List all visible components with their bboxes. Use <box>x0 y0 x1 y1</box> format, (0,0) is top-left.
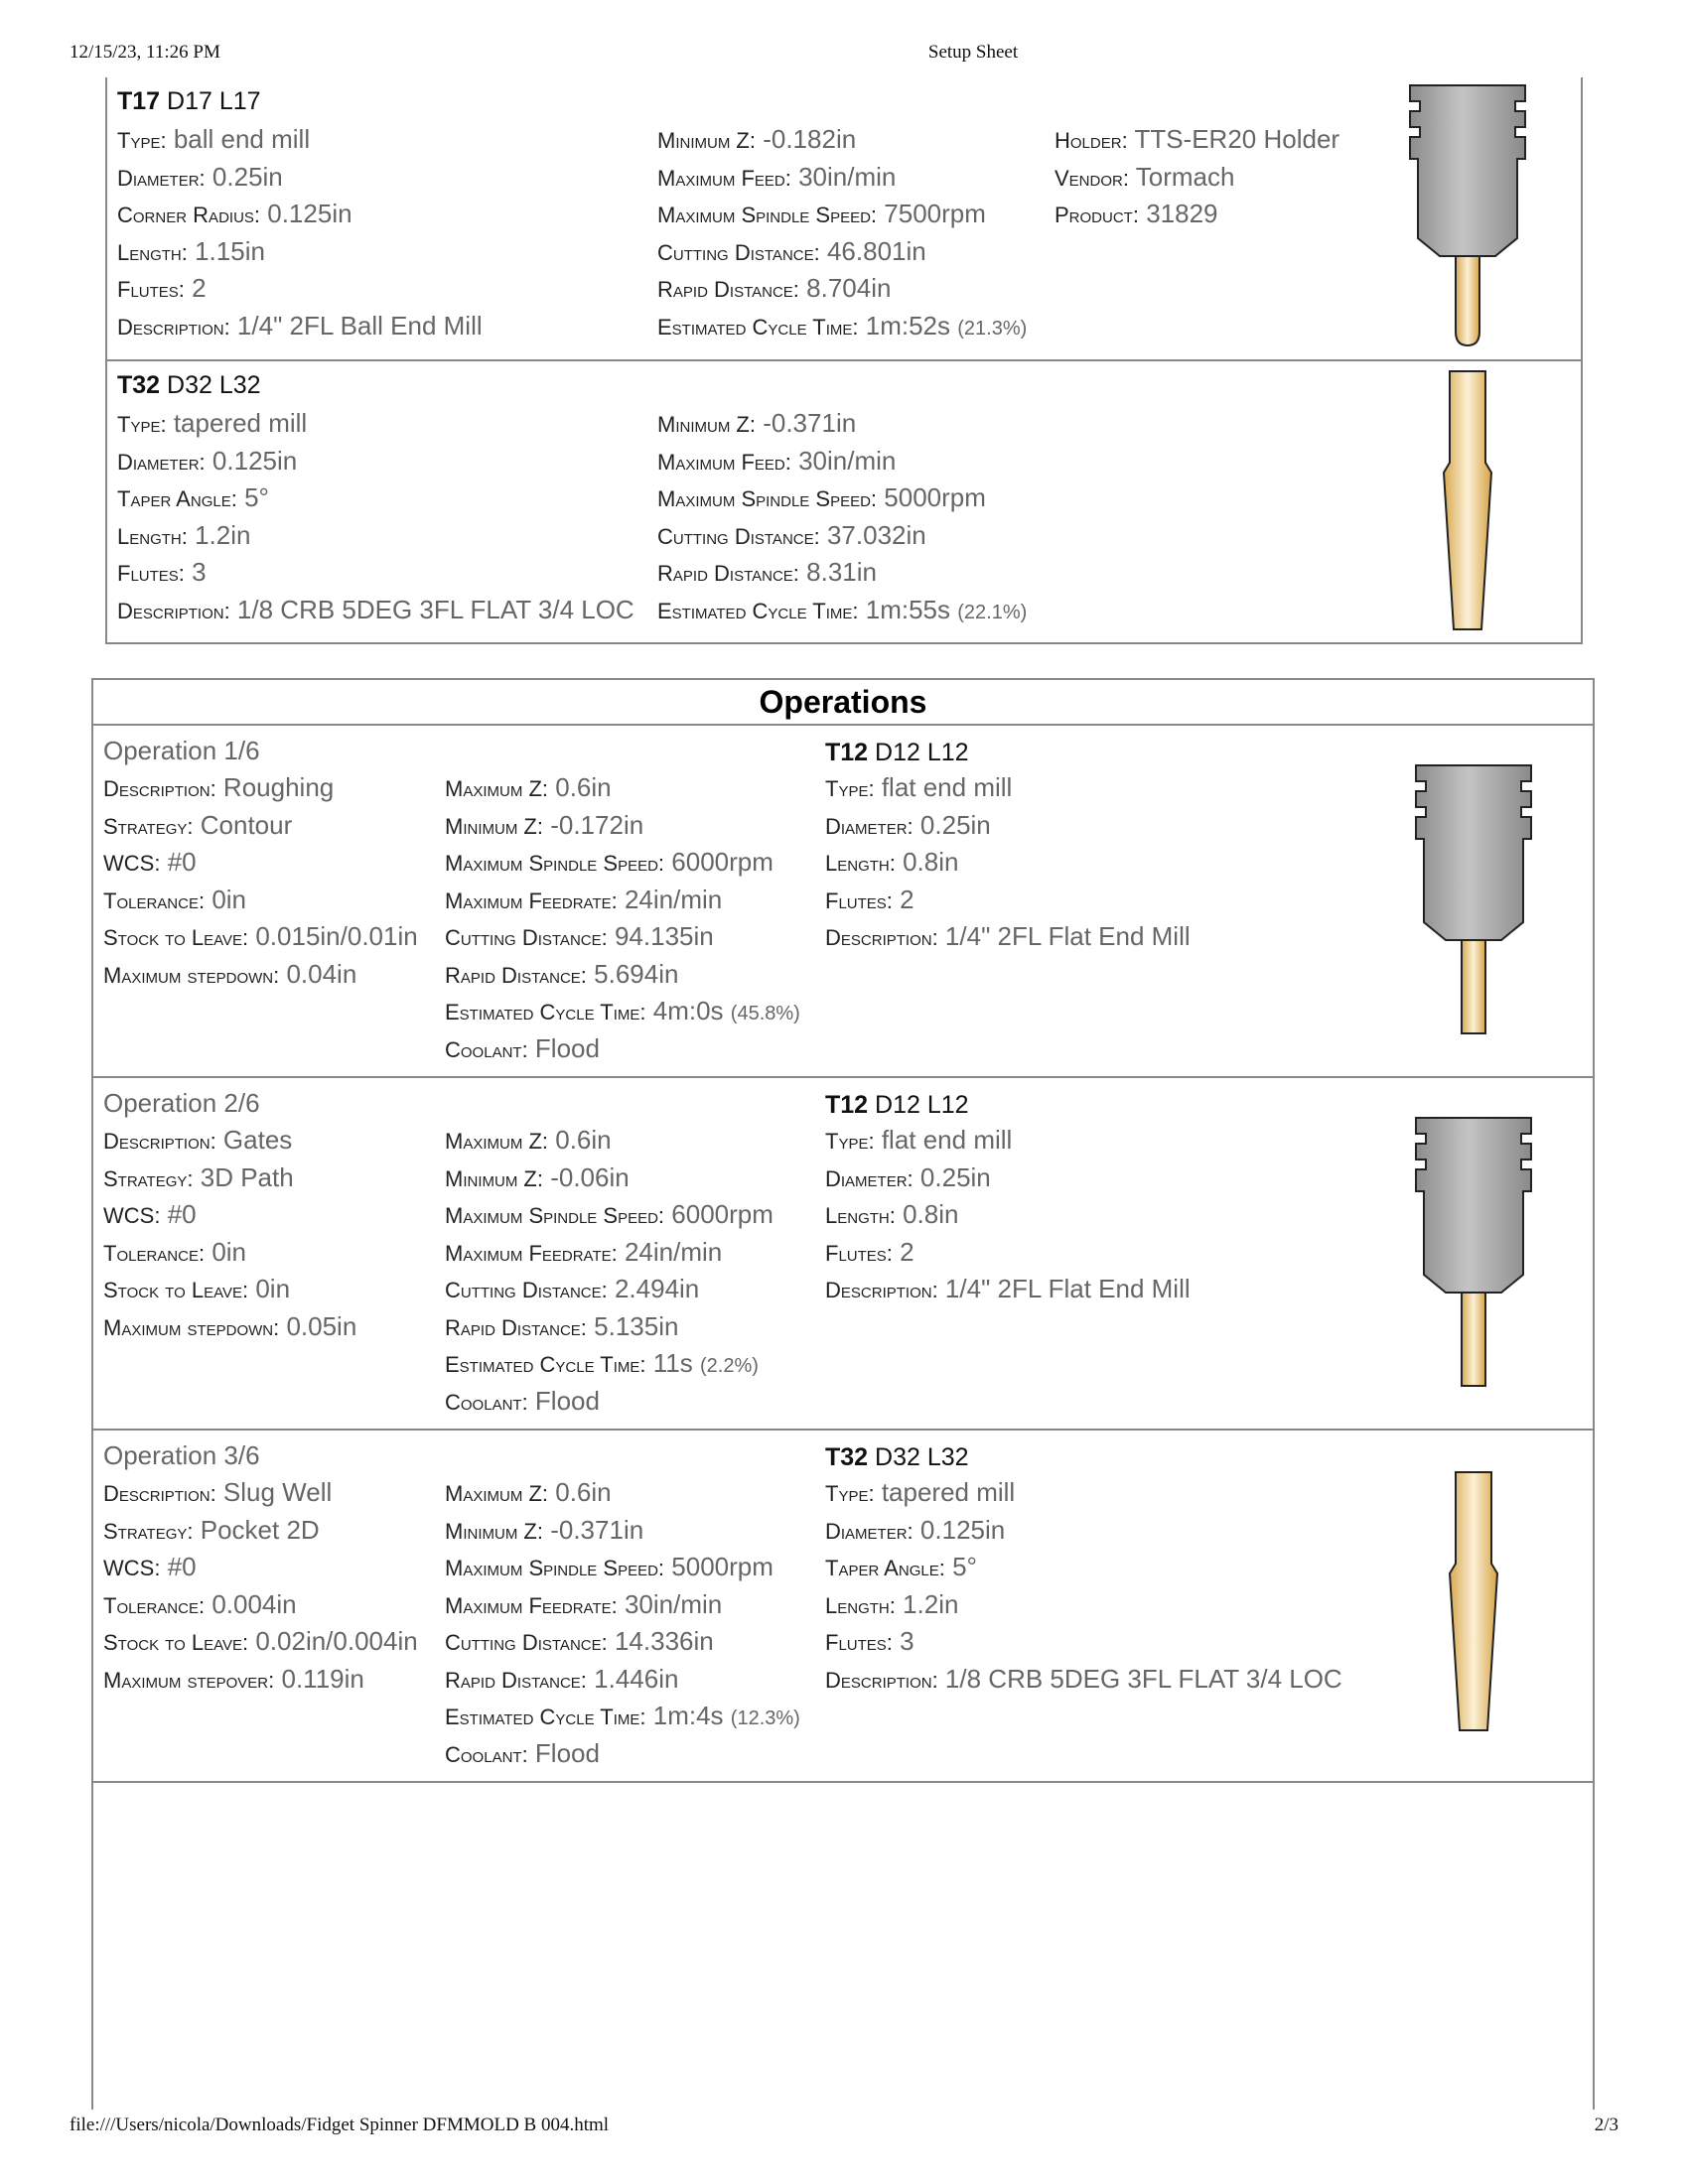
operation-row <box>93 1431 1593 1783</box>
print-datetime: 12/15/23, 11:26 PM <box>70 42 220 63</box>
tapered-mill-icon <box>1414 1470 1533 1744</box>
operation-tool-props: T32 D32 L32 Type: tapered mill Diameter: 0.125in Taper Angle: 5° Length: 1.2in Flutes: 3 Description: 1/8 CRB 5DEG 3FL FLAT 3/4 LOC <box>825 1443 1342 1694</box>
operation-props-col2: Maximum Z: 0.6in Minimum Z: -0.172in Maximum Spindle Speed: 6000rpm Maximum Feedrate: 24in/min Cutting Distance: 94.135in Rapid Distance: 5.694in Estimated Cycle Time: 4m:0s (45.8%) Coolant: Flood <box>445 772 800 1063</box>
flat-end-mill-icon <box>1404 1114 1543 1392</box>
tool-header: T17 D17 L17 <box>117 87 261 115</box>
operations-title: Operations <box>93 680 1593 726</box>
tool-props-col2: Minimum Z: -0.182in Maximum Feed: 30in/min Maximum Spindle Speed: 7500rpm Cutting Distance: 46.801in Rapid Distance: 8.704in Estimated Cycle Time: 1m:52s (21.3%) <box>657 124 1028 341</box>
operations-table <box>91 678 1595 2110</box>
tool-props-col1: Type: tapered mill Diameter: 0.125in Taper Angle: 5° Length: 1.2in Flutes: 3 Description: 1/8 CRB 5DEG 3FL FLAT 3/4 LOC <box>117 408 634 624</box>
operation-name: Operation 3/6 <box>103 1440 260 1470</box>
operation-name: Operation 2/6 <box>103 1088 260 1118</box>
tool-row <box>107 359 1581 642</box>
print-title: Setup Sheet <box>927 42 1019 63</box>
tools-table <box>105 77 1583 644</box>
operation-props-col2: Maximum Z: 0.6in Minimum Z: -0.06in Maximum Spindle Speed: 6000rpm Maximum Feedrate: 24in/min Cutting Distance: 2.494in Rapid Distance: 5.135in Estimated Cycle Time: 11s (2.2%) Coolant: Flood <box>445 1125 774 1416</box>
file-path: file:///Users/nicola/Downloads/Fidget Spinner DFMMOLD B 004.html <box>70 2115 610 2135</box>
operation-row <box>93 726 1593 1078</box>
operation-row <box>93 1078 1593 1431</box>
tool-header: T32 D32 L32 <box>117 371 261 399</box>
tapered-mill-icon <box>1408 369 1527 637</box>
operation-props-col1: Description: Roughing Strategy: Contour WCS: #0 Tolerance: 0in Stock to Leave: 0.015in/0.01in Maximum stepdown: 0.04in <box>103 772 418 989</box>
tool-row <box>107 77 1581 359</box>
operation-name: Operation 1/6 <box>103 736 260 765</box>
operation-props-col1: Description: Gates Strategy: 3D Path WCS: #0 Tolerance: 0in Stock to Leave: 0in Maximum stepdown: 0.05in <box>103 1125 357 1341</box>
tool-props-col2: Minimum Z: -0.371in Maximum Feed: 30in/min Maximum Spindle Speed: 5000rpm Cutting Distance: 37.032in Rapid Distance: 8.31in Estimated Cycle Time: 1m:55s (22.1%) <box>657 408 1028 624</box>
page-number: 2/3 <box>1594 2115 1618 2135</box>
operation-props-col2: Maximum Z: 0.6in Minimum Z: -0.371in Maximum Spindle Speed: 5000rpm Maximum Feedrate: 30in/min Cutting Distance: 14.336in Rapid Distance: 1.446in Estimated Cycle Time: 1m:4s (12.3%) Coolant: Flood <box>445 1477 800 1768</box>
operation-tool-props: T12 D12 L12 Type: flat end mill Diameter: 0.25in Length: 0.8in Flutes: 2 Description: 1/4" 2FL Flat End Mill <box>825 1091 1191 1303</box>
flat-end-mill-icon <box>1404 761 1543 1039</box>
operation-tool-props: T12 D12 L12 Type: flat end mill Diameter: 0.25in Length: 0.8in Flutes: 2 Description: 1/4" 2FL Flat End Mill <box>825 739 1191 951</box>
tool-props-col3: Holder: TTS-ER20 Holder Vendor: Tormach Product: 31829 <box>1055 124 1340 228</box>
tool-props-col1: Type: ball end mill Diameter: 0.25in Corner Radius: 0.125in Length: 1.15in Flutes: 2 Description: 1/4" 2FL Ball End Mill <box>117 124 483 341</box>
ball-end-mill-icon <box>1398 81 1537 351</box>
operation-props-col1: Description: Slug Well Strategy: Pocket 2D WCS: #0 Tolerance: 0.004in Stock to Leave: 0.02in/0.004in Maximum stepover: 0.119in <box>103 1477 418 1694</box>
